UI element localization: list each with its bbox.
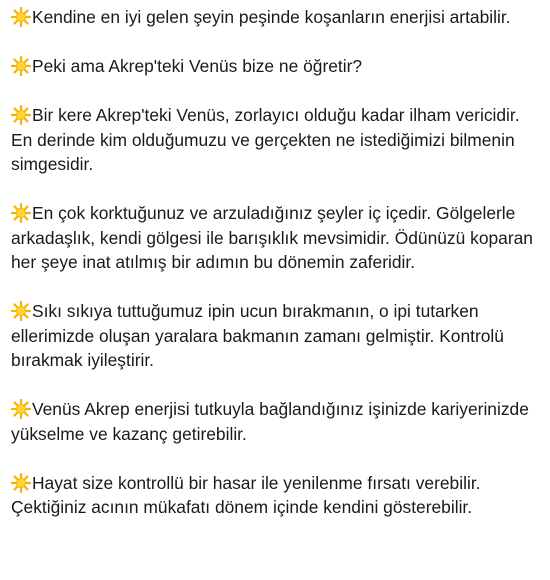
paragraph-text: En çok korktuğunuz ve arzuladığınız şeyler iç içedir. Gölgelerle arkadaşlık, kendi gölgesi ile barışıklık mevsimidir. Ödünüzü koparan her şeye inat atılmış bir adımın bu dönemin zaferidir.: [11, 203, 533, 272]
sun-icon: [11, 7, 31, 27]
paragraph-4: [11, 201, 545, 275]
sun-icon: [11, 473, 31, 493]
sun-icon: [11, 399, 31, 419]
paragraph-3: [11, 103, 545, 177]
sun-icon: [11, 203, 31, 223]
paragraph-text: Kendine en iyi gelen şeyin peşinde koşanların enerjisi artabilir.: [32, 7, 511, 27]
sun-icon: [11, 105, 31, 125]
sun-icon: [11, 56, 31, 76]
paragraph-6: [11, 397, 545, 446]
paragraph-text: Peki ama Akrep'teki Venüs bize ne öğretir?: [32, 56, 363, 76]
paragraph-text: Sıkı sıkıya tuttuğumuz ipin ucun bırakmanın, o ipi tutarken ellerimizde oluşan yaralara bakmanın zamanı gelmiştir. Kontrolü bırakmak iyileştirir.: [11, 301, 504, 370]
paragraph-text: Bir kere Akrep'teki Venüs, zorlayıcı olduğu kadar ilham vericidir. En derinde kim olduğumuzu ve gerçekten ne istediğimizi bilmenin simgesidir.: [11, 105, 520, 174]
sun-icon: [11, 301, 31, 321]
paragraph-7: [11, 471, 545, 520]
paragraph-2: [11, 54, 545, 79]
paragraph-1: [11, 5, 545, 30]
post-body: [11, 5, 545, 520]
paragraph-5: [11, 299, 545, 373]
paragraph-text: Venüs Akrep enerjisi tutkuyla bağlandığınız işinizde kariyerinizde yükselme ve kazanç getirebilir.: [11, 399, 529, 444]
paragraph-text: Hayat size kontrollü bir hasar ile yenilenme fırsatı verebilir. Çektiğiniz acının mükafatı dönem içinde kendini gösterebilir.: [11, 472, 481, 517]
